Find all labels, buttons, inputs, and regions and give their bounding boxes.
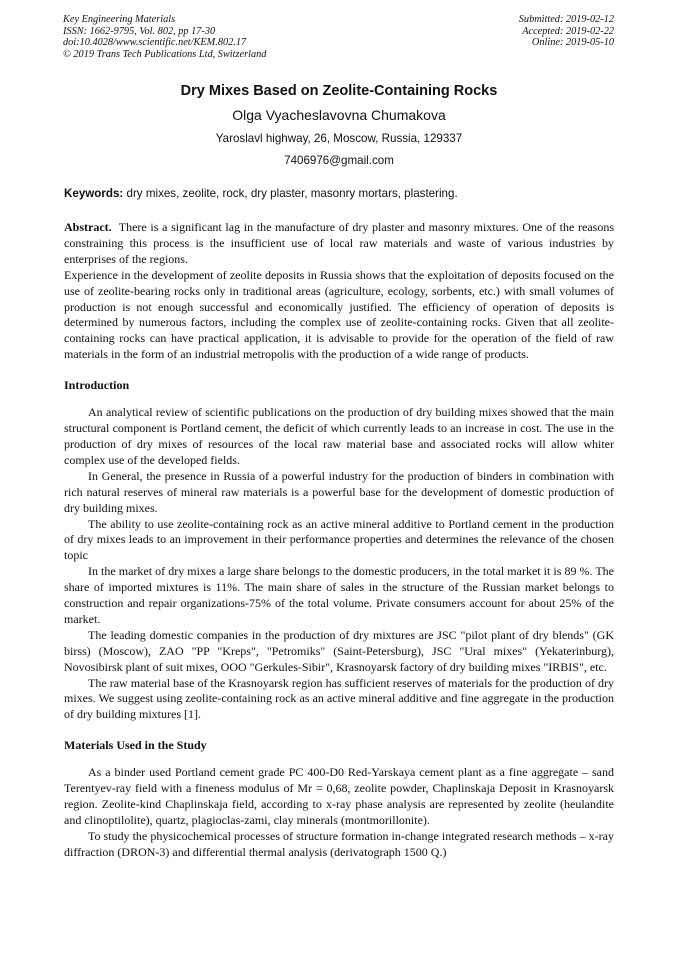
paper-title: Dry Mixes Based on Zeolite-Containing Rocks (180, 83, 498, 99)
journal-issn: ISSN: 1662-9795, Vol. 802, pp 17-30 (63, 25, 216, 37)
publication-dates (519, 14, 614, 49)
materials-paragraph-2: To study the physicochemical processes of structure formation in-change integrated research methods – x-ray diffraction (DRON-3) and differential thermal analysis (derivatograph 1500 Q.) (64, 828, 614, 859)
abstract-label: Abstract. (64, 220, 112, 234)
abstract-paragraph-2: Experience in the development of zeolite deposits in Russia shows that the exploitation of deposits focused on the use of zeolite-bearing rocks only in traditional areas (agriculture, ecology, sorbents, etc.) with small volumes of production is not enough successful and economically justified. The efficiency of operation of deposits is determined by numerous factors, including the complex use of zeolite-containing rocks. Given that all zeolite-containing rocks can have practical application, it is advisable to provide for the operation of the field of raw materials in the form of an industrial metropolis with the production of a wide range of products. (64, 267, 614, 362)
online-date: Online: 2019-05-10 (531, 37, 614, 49)
introduction-paragraph-5: The leading domestic companies in the production of dry mixtures are JSC "pilot plant of dry blends" (GK birss) (Moscow), ZAO "PP "Kreps", "Petromiks" (Saint-Petersburg), JSC "Ural mixes" (Yekaterinburg), Novosibirsk plant of suit mixes, OOO "Gerkules-Sibir", Krasnoyarsk factory of dry building mixes "IRBIS", etc. (64, 627, 614, 674)
accepted-date: Accepted: 2019-02-22 (522, 25, 614, 37)
paper-body (64, 220, 617, 861)
title-block (0, 82, 678, 169)
keywords-label: Keywords: (64, 187, 124, 200)
abstract-text-1: There is a significant lag in the manufacture of dry plaster and masonry mixtures. One of the reasons constraining this process is the insufficient use of local raw materials and waste of various industries by enterprises of the regions. (64, 220, 617, 266)
journal-copyright: © 2019 Trans Tech Publications Ltd, Switzerland (63, 48, 267, 60)
submitted-date: Submitted: 2019-02-12 (518, 14, 614, 25)
journal-doi: doi:10.4028/www.scientific.net/KEM.802.17 (63, 37, 247, 49)
introduction-paragraph-2: In General, the presence in Russia of a powerful industry for the production of binders in combination with rich natural reserves of mineral raw materials is a powerful base for the development of domestic production of dry building mixes. (64, 468, 614, 515)
introduction-heading: Introduction (64, 378, 130, 393)
introduction-paragraph-4: In the market of dry mixes a large share belongs to the domestic producers, in the total market it is 89 %. The share of imported mixtures is 11%. The main share of sales in the structure of the Russian market belongs to construction and repair organizations-75% of the total volume. Private consumers account for about 25% of the market. (64, 564, 614, 626)
journal-header (63, 14, 614, 64)
keywords (64, 186, 614, 202)
keywords-text: dry mixes, zeolite, rock, dry plaster, masonry mortars, plastering. (123, 187, 458, 200)
journal-name: Key Engineering Materials (63, 14, 176, 25)
introduction-paragraph-3: The ability to use zeolite-containing rock as an active mineral additive to Portland cement in the production of dry mixes leads to an improvement in their performance properties and determines the relevance of the chosen topic (64, 516, 614, 563)
introduction-paragraph-6: The raw material base of the Krasnoyarsk region has sufficient reserves of materials for the production of dry mixes. We suggest using zeolite-containing rock as an active mineral additive and fine aggregate in the production of dry building mixtures [1]. (64, 675, 614, 722)
author-address: Yaroslavl highway, 26, Moscow, Russia, 129337 (215, 132, 463, 145)
author-name: Olga Vyacheslavovna Chumakova (232, 107, 446, 123)
materials-paragraph-1: As a binder used Portland cement grade PC 400-D0 Red-Yarskaya cement plant as a fine aggregate – sand Terentyev-ray field with a fineness modulus of Mr = 0,68, zeolite powder, Chaplinskaja Deposit in Krasnoyarsk region. Zeolite-kind Chaplinskaja field, according to x-ray phase analysis are represented by zeolite (heulandite and clinoptilolite), quartz, plagioclas-zami, clay minerals (montmorillonite). (64, 765, 614, 827)
introduction-paragraph-1: An analytical review of scientific publications on the production of dry building mixes showed that the main structural component is Portland cement, the deficit of which currently leads to an increase in cost. The use in the production of dry mixes of resources of the local raw material base and associated rocks will allow whiter complex use of the developed fields. (64, 405, 614, 467)
journal-info (63, 14, 266, 60)
abstract-paragraph-1 (64, 220, 617, 268)
materials-heading: Materials Used in the Study (64, 738, 207, 753)
author-email: 7406976@gmail.com (284, 154, 394, 167)
